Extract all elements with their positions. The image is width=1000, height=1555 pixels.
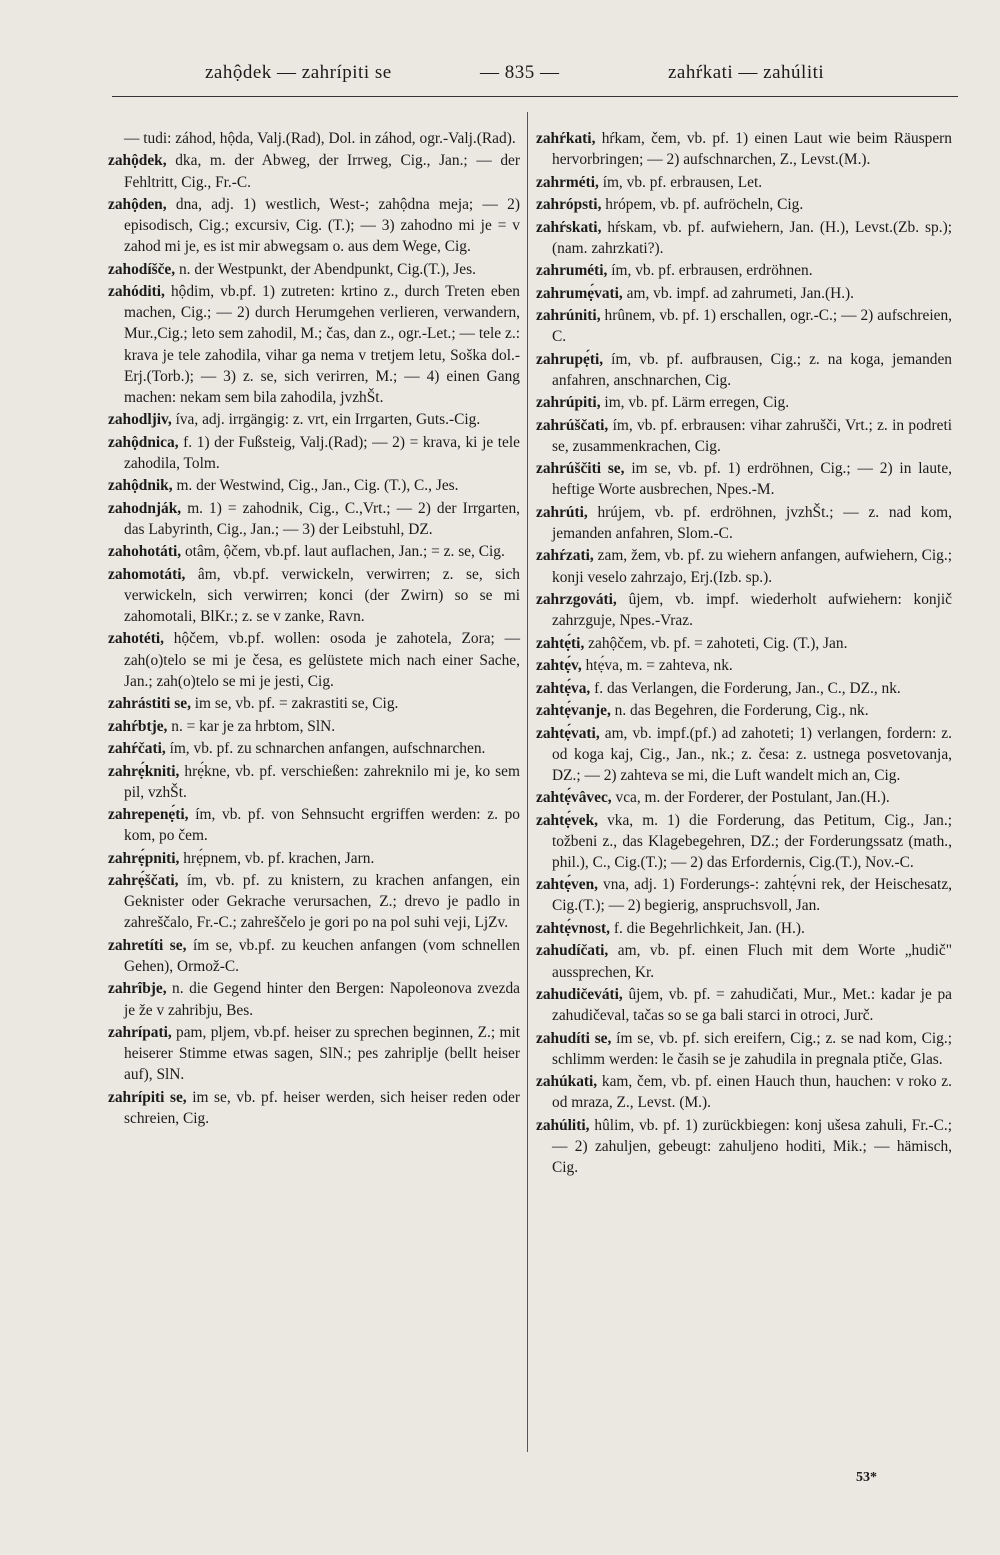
entry-definition: im se, vb. pf. = zakrastiti se, Cig. [194,695,399,713]
dictionary-entry [108,628,520,691]
entry-definition: dna, adj. 1) westlich, West-; zahộdna meja; — 2) episodisch, Cig.; excursiv, Cig. (T.); — 3) zahodno mi je = v zahod mi je, es ist mir abwegsam o. aus dem Wege, Cig. [124,196,520,256]
entry-definition: hŕkam, čem, vb. pf. 1) einen Laut wie beim Räuspern hervorbringen; — 2) aufschnarchen, Z., Levst.(M.). [552,130,952,169]
entry-definition: im se, vb. pf. 1) erdröhnen, Cig.; — 2) in laute, heftige Worte ausbrechen, Npes.-M. [552,460,953,499]
dictionary-entry [108,738,520,759]
entry-definition: vka, m. 1) die Forderung, das Petitum, Cig., Jan.; tožbeni z., das Klagebegehren, DZ.; der Forderungssatz (math., phil.), C., Cig.(T.); — 2) das Erfordernis, Cig.(T.), Nov.-C. [552,811,952,871]
entry-headword: zahtẹ́ven, [536,876,598,894]
dictionary-entry [536,217,952,259]
entry-headword: zahrúniti, [536,307,601,325]
entry-definition: f. die Begehrlichkeit, Jan. (H.). [613,919,805,937]
entry-headword: zahộdnik, [108,477,173,495]
entry-headword: zahtẹ́vati, [536,724,600,742]
entry-definition: ím, vb. pf. von Sehnsucht ergriffen werden: z. po kom, po čem. [124,806,520,845]
entry-headword: zahotéti, [108,630,164,648]
dictionary-entry [108,564,520,627]
dictionary-entry [536,172,952,193]
entry-headword: zahudíti se, [536,1029,612,1047]
dictionary-entry [536,589,952,631]
dictionary-entry [536,128,952,170]
dictionary-entry [536,1115,952,1178]
entry-headword: zahruméti, [536,262,608,280]
dictionary-entry [108,498,520,540]
entry-headword: zahrúpiti, [536,394,601,412]
entry-headword: zahrípati, [108,1024,172,1042]
entry-headword: zahtẹ́vâvec, [536,789,612,807]
dictionary-entry [536,678,952,699]
entry-definition: — tudi: záhod, hộda, Valj.(Rad), Dol. in záhod, ogr.-Valj.(Rad). [124,130,516,147]
entry-definition: hrẹ́pnem, vb. pf. krachen, Jarn. [183,849,375,867]
dictionary-entry [108,475,520,496]
dictionary-entry [536,633,952,654]
entry-definition: pam, pljem, vb.pf. heiser zu sprechen beginnen, Z.; mit heiserer Stimme etwas sagen, SlN.; pes zahriplje (bellt heiser auf), SlN. [124,1024,520,1084]
entry-headword: zahohotáti, [108,543,182,561]
dictionary-entry [536,700,952,721]
entry-definition: ím se, vb.pf. zu keuchen anfangen (vom schnellen Gehen), Ormož-C. [124,936,520,975]
dictionary-entry [108,761,520,803]
dictionary-entry [536,415,952,457]
entry-definition: zahộčem, vb. pf. = zahoteti, Cig. (T.), Jan. [588,634,848,652]
entry-headword: zahúliti, [536,1116,590,1134]
entry-definition: am, vb. impf. ad zahrumeti, Jan.(H.). [626,284,855,302]
entry-definition: hộdim, vb.pf. 1) zutreten: krtino z., durch Treten eben machen, Cig.; — 2) durch Herumgehen verlieren, verwandern, Mur.,Cig.; leto sem zahodil, M.; čas, dan z., ogr.-Let.; — tele z.: krava je tele zahodila, vihar ga nema v tretjem letu, Soška dol.-Erj.(Torb.); — 3) z. se, sich verirren, M.; — 4) einen Gang machen: nekam sem bila zahodila, jvzhŠt. [124,283,520,406]
entry-definition: hrẹ́kne, vb. pf. verschießen: zahreknilo mi je, ko sem pil, vzhŠt. [124,762,520,801]
dictionary-entry [108,935,520,977]
entry-headword: zahrepenẹ́ti, [108,806,189,824]
entry-definition: vca, m. der Forderer, der Postulant, Jan.(H.). [615,789,890,807]
entry-headword: zahrástiti se, [108,695,191,713]
entry-headword: zahodljiv, [108,411,172,429]
entry-definition: f. das Verlangen, die Forderung, Jan., C., DZ., nk. [594,679,901,697]
dictionary-entry [536,502,952,544]
entry-definition: ûjem, vb. impf. wiederholt aufwiehern: konjič zahrzguje, Npes.-Vraz. [552,591,952,630]
entry-definition: hûlim, vb. pf. 1) zurückbiegen: konj ušesa zahuli, Fr.-C.; — 2) zahuljen, gebeugt: zahuljeno hoditi, Mik.; — hämisch, Cig. [552,1116,952,1176]
entry-headword: zahrîbje, [108,980,167,998]
dictionary-entry [108,259,520,280]
entry-headword: zahodnják, [108,499,182,517]
entry-definition: am, vb. impf.(pf.) ad zahoteti; 1) verlangen, fordern: z. od koga kaj, Cig., Jan., nk.; z. česa: z. ustnega posvetovanja, DZ.; — 2) zahteva se mi, die Luft wandelt mich an, Cig. [552,724,952,784]
entry-definition: zam, žem, vb. pf. zu wiehern anfangen, aufwiehern, Cig.; konji veselo zahrzajo, Erj.(Izb. sp.). [552,547,952,586]
dictionary-entry [536,545,952,587]
dictionary-entry [536,260,952,281]
entry-headword: zahtẹ́vanje, [536,702,611,720]
entry-definition: n. das Begehren, die Forderung, Cig., nk. [614,702,869,720]
entry-headword: zahrópsti, [536,196,602,214]
entry-definition: m. der Westwind, Cig., Jan., Cig. (T.), C., Jes. [176,477,459,495]
right-column [536,128,952,1179]
entry-definition: ûjem, vb. pf. = zahudičati, Mur., Met.: kadar je pa zahudičeval, tačas so se ga bali starci in otroci, Jurč. [552,986,952,1025]
dictionary-entry [536,940,952,982]
entry-headword: zahộden, [108,196,167,214]
dictionary-entry [536,305,952,347]
entry-definition: kam, čem, vb. pf. einen Hauch thun, hauchen: v roko z. od mraza, Z., Levst. (M.). [552,1073,952,1112]
dictionary-entry [108,541,520,562]
entry-definition: âm, vb.pf. verwickeln, verwirren; z. se, sich verwickeln, sich verwirren; konci (der Zwirn) so se mi zahomotali, BlKr.; z. se v zanke, Ravn. [124,565,520,625]
column-divider [527,112,528,1452]
entry-headword: zahrípiti se, [108,1088,187,1106]
entry-definition: ím, vb. pf. zu knistern, zu krachen anfangen, ein Geknister oder Gekrache verursachen, Z.; drevo je padlo in zahreščalo, Fr.-C.; zahreščelo je gori po na pol suhi veji, LjZv. [124,872,520,932]
dictionary-entry [108,978,520,1020]
dictionary-entry [108,804,520,846]
entry-definition: f. 1) der Fußsteig, Valj.(Rad); — 2) = krava, ki je tele zahodila, Tolm. [124,433,520,472]
entry-definition: n. der Westpunkt, der Abendpunkt, Cig.(T.), Jes. [178,260,476,278]
dictionary-entry [108,128,520,149]
entry-definition: am, vb. pf. einen Fluch mit dem Worte „hudič" aussprechen, Kr. [552,942,952,981]
header-rule [112,96,958,97]
entry-definition: hrújem, vb. pf. erdröhnen, jvzhŠt.; — z. nad kom, jemanden anfahren, Slom.-C. [552,503,952,542]
entry-headword: zahrúti, [536,503,588,521]
entry-definition: ím, vb. pf. erbrausen: vihar zahrušči, Vrt.; z. in podreti se, zusammenkrachen, Cig. [552,416,952,455]
dictionary-entry [536,349,952,391]
dictionary-entry [536,874,952,916]
entry-definition: dka, m. der Abweg, der Irrweg, Cig., Jan.; — der Fehltritt, Cig., Fr.-C. [124,152,520,191]
dictionary-entry [108,1022,520,1085]
dictionary-entry [536,984,952,1026]
entry-headword: zahodíšče, [108,260,176,278]
entry-definition: ím, vb. pf. erbrausen, Let. [602,173,763,191]
entry-definition: m. 1) = zahodnik, Cig., C.,Vrt.; — 2) der Irrgarten, das Labyrinth, Cig., Jan.; — 3) der Leibstuhl, DZ. [124,499,520,538]
dictionary-entry [108,194,520,257]
entry-definition: hrópem, vb. pf. aufröcheln, Cig. [605,196,804,214]
entry-headword: zahŕkati, [536,130,596,147]
dictionary-entry [108,848,520,869]
entry-headword: zahóditi, [108,283,165,301]
entry-headword: zahtẹ́ti, [536,634,585,652]
header-left-guide-words: zahộdek — zahrípiti se [205,62,392,83]
dictionary-entry [536,918,952,939]
entry-headword: zahrupẹ́ti, [536,350,604,368]
entry-headword: zahŕčati, [108,740,166,758]
entry-headword: zahrúščiti se, [536,460,625,478]
left-column [108,128,520,1130]
dictionary-entry [536,194,952,215]
dictionary-entry [536,787,952,808]
entry-definition: im, vb. pf. Lärm erregen, Cig. [604,394,790,412]
entry-headword: zahrúščati, [536,416,609,434]
entry-headword: zahộdek, [108,152,167,170]
header-right-guide-words: zahŕkati — zahúliti [668,62,825,83]
entry-headword: zahrméti, [536,173,599,191]
dictionary-entry [536,1028,952,1070]
entry-headword: zahomotáti, [108,565,186,583]
entry-headword: zahrẹ́ščati, [108,872,179,890]
entry-headword: zahrzgováti, [536,591,617,609]
entry-headword: zahudíčati, [536,942,609,960]
dictionary-entry [536,392,952,413]
entry-headword: zahŕbtje, [108,717,168,735]
entry-headword: zahúkati, [536,1073,598,1091]
dictionary-entry [536,283,952,304]
entry-definition: n. = kar je za hrbtom, SlN. [171,717,336,735]
entry-definition: im se, vb. pf. heiser werden, sich heiser reden oder schreien, Cig. [124,1088,520,1127]
entry-headword: zahộdnica, [108,433,179,451]
entry-definition: íva, adj. irrgängig: z. vrt, ein Irrgarten, Guts.-Cig. [175,411,481,429]
dictionary-entry [536,655,952,676]
dictionary-entry [536,810,952,873]
page-number: — 835 — [480,62,560,83]
dictionary-entry [108,150,520,192]
entry-definition: ím se, vb. pf. sich ereifern, Cig.; z. se nad kom, Cig.; schlimm werden: le časih se je zahudila in pregnala ptiče, Glas. [552,1029,952,1068]
entry-definition: ím, vb. pf. zu schnarchen anfangen, aufschnarchen. [169,740,486,758]
entry-headword: zahudičeváti, [536,986,623,1004]
dictionary-entry [108,693,520,714]
entry-headword: zahrẹ́kniti, [108,762,180,780]
dictionary-entry [536,458,952,500]
entry-headword: zahtẹ́va, [536,679,591,697]
entry-definition: hŕskam, vb. pf. aufwiehern, Jan. (H.), Levst.(Zb. sp.); (nam. zahrzkati?). [552,218,952,257]
dictionary-entry [536,723,952,786]
dictionary-entry [108,281,520,408]
signature-mark: 53* [856,1470,877,1485]
entry-definition: otâm, ộčem, vb.pf. laut auflachen, Jan.; = z. se, Cig. [184,543,505,561]
entry-definition: hrûnem, vb. pf. 1) erschallen, ogr.-C.; — 2) aufschreien, C. [552,307,952,346]
entry-definition: ím, vb. pf. aufbrausen, Cig.; z. na koga, jemanden anfahren, anschnarchen, Cig. [552,350,952,389]
entry-definition: hộčem, vb.pf. wollen: osoda je zahotela, Zora; — zah(o)telo se mi je česa, es gelüstete mich nach einer Sache, Jan.; zah(o)telo se mi je jesti, Cig. [124,630,520,690]
entry-headword: zahretíti se, [108,936,187,954]
page-header [0,60,1000,90]
dictionary-entry [108,1087,520,1129]
entry-definition: vna, adj. 1) Forderungs-: zahtẹ́vni rek, der Heischesatz, Cig.(T.); — 2) begierig, anspruchsvoll, Jan. [552,876,952,915]
dictionary-entry [536,1071,952,1113]
dictionary-entry [108,716,520,737]
entry-headword: zahtẹ́v, [536,657,582,675]
entry-headword: zahrẹ́pniti, [108,849,180,867]
entry-definition: ím, vb. pf. erbrausen, erdröhnen. [611,262,813,280]
entry-definition: n. die Gegend hinter den Bergen: Napoleonova zvezda je že v zahribju, Bes. [124,980,520,1019]
dictionary-entry [108,409,520,430]
entry-headword: zahŕskati, [536,218,602,236]
entry-definition: htẹ́va, m. = zahteva, nk. [585,657,733,675]
entry-headword: zahŕzati, [536,547,594,565]
entry-headword: zahtẹ́vek, [536,811,598,829]
dictionary-entry [108,870,520,933]
entry-headword: zahtẹ́vnost, [536,919,610,937]
dictionary-entry [108,432,520,474]
entry-headword: zahrumẹ́vati, [536,284,623,302]
